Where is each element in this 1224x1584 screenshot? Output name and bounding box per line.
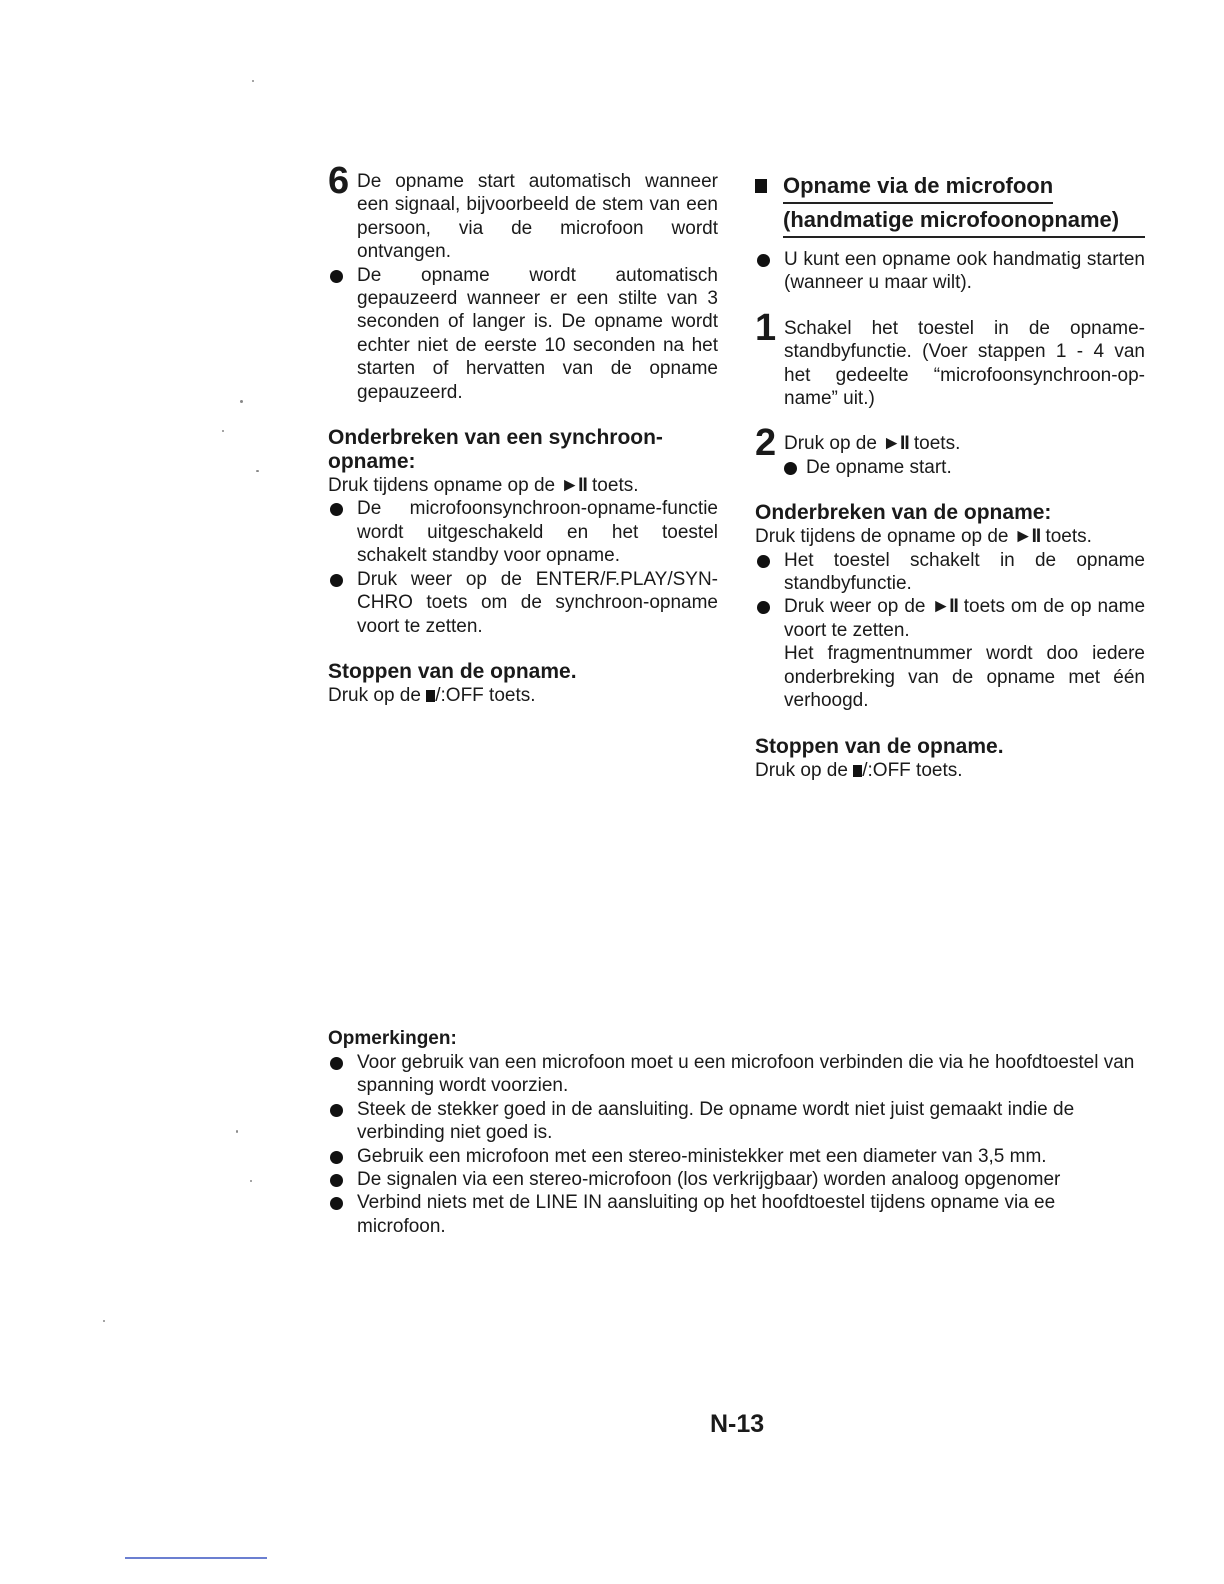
footer-rule — [125, 1557, 267, 1559]
scan-speck — [103, 1320, 105, 1322]
list-item: Het toestel schakelt in de opname standbyfunctie. — [755, 549, 1145, 596]
list-item: De microfoonsynchroon-opname-functie wordt uitgeschakeld en het toestel schakelt standby voor opname. — [328, 497, 718, 567]
list-item: Gebruik een microfoon met een stereo-ministekker met een diameter van 3,5 mm. — [328, 1145, 1142, 1168]
bullet-icon — [330, 1057, 343, 1070]
step-number: 1 — [755, 306, 777, 349]
left-column — [328, 160, 718, 707]
bullet-icon — [757, 254, 770, 267]
scan-speck — [240, 400, 243, 403]
stop-icon — [426, 690, 435, 702]
bullet-icon — [757, 601, 770, 614]
stop-text: Druk op de /:OFF toets. — [755, 759, 963, 781]
scan-speck — [250, 1180, 252, 1182]
right-column — [755, 170, 1145, 782]
stop-text: Druk op de /:OFF toets. — [328, 684, 536, 706]
list-item: De signalen via een stereo-microfoon (los verkrijgbaar) worden analoog opgenomer — [328, 1168, 1142, 1191]
square-bullet-icon — [755, 179, 767, 193]
interrupt-text: Druk tijdens de opname op de ►II toets. — [755, 526, 1092, 548]
bullet-icon — [330, 1197, 343, 1210]
play-pause-icon: ►II — [1013, 526, 1041, 548]
list-item: Druk weer op de ENTER/F.PLAY/SYN-CHRO toets om de synchroon-opname voort te zetten. — [328, 568, 718, 638]
bullet-icon — [330, 1104, 343, 1117]
scan-speck — [236, 1130, 238, 1133]
bullet-icon — [330, 270, 343, 283]
list-item: U kunt een opname ook handmatig starten (wanneer u maar wilt). — [755, 248, 1145, 295]
interrupt-sync-text: Druk tijdens opname op de ►II toets. — [328, 475, 639, 497]
step-number: 2 — [755, 422, 777, 465]
bullet-icon — [330, 503, 343, 516]
interrupt-sync-heading: Onderbreken van een synchroon-opname: — [328, 426, 663, 474]
play-pause-icon: ►II — [882, 433, 909, 455]
list-item: De opname wordt automatisch gepauzeerd wanneer er een stilte van 3 seconden of langer is. De opname wordt echter niet de eerste 10 seconden na het starten of hervatten van de opname gepauzeerd. — [328, 264, 718, 404]
notes-section — [328, 1027, 1142, 1238]
scan-speck — [256, 470, 259, 472]
list-item: Druk weer op de ►II toets om de op name voort te zetten. Het fragmentnummer wordt doo iedere onderbreking van de opname met één verhoogd. — [755, 595, 1145, 712]
step-1: 1 Schakel het toestel in de opname-standbyfunctie. (Voer stappen 1 - 4 van het gedeelte “microfoonsynchroon-op-name” uit.) — [755, 306, 1145, 410]
scan-speck — [222, 430, 224, 432]
step-text: De opname start automatisch wanneer een signaal, bijvoorbeeld de stem van een persoon, via de microfoon wordt ontvangen. — [357, 171, 718, 263]
list-item: Verbind niets met de LINE IN aansluiting op het hoofdtoestel tijdens opname via ee microfoon. — [328, 1191, 1142, 1238]
notes-heading: Opmerkingen: — [328, 1028, 457, 1049]
page-number: N-13 — [710, 1410, 765, 1438]
bullet-icon — [330, 1151, 343, 1164]
list-item: Steek de stekker goed in de aansluiting. De opname wordt niet juist gemaakt indie de verbinding niet goed is. — [328, 1098, 1142, 1145]
play-pause-icon: ►II — [931, 596, 958, 618]
bullet-icon — [784, 462, 797, 475]
section-title: Opname via de microfoon (handmatige microfoonopname) — [755, 170, 1145, 238]
play-pause-icon: ►II — [560, 475, 587, 497]
stop-heading: Stoppen van de opname. — [328, 659, 577, 683]
list-item: Voor gebruik van een microfoon moet u een microfoon verbinden die via he hoofdtoestel van spanning wordt voorzien. — [328, 1051, 1142, 1098]
stop-heading: Stoppen van de opname. — [755, 734, 1004, 758]
bullet-icon — [330, 574, 343, 587]
list-item: De opname start. — [784, 456, 1145, 479]
scan-speck — [252, 80, 254, 82]
step-number: 6 — [328, 160, 350, 202]
step-6 — [328, 160, 718, 264]
interrupt-heading: Onderbreken van de opname: — [755, 501, 1052, 525]
bullet-icon — [757, 555, 770, 568]
stop-icon — [853, 765, 862, 777]
step-2: 2 Druk op de ►II toets. De opname start. — [755, 432, 1145, 479]
bullet-icon — [330, 1174, 343, 1187]
